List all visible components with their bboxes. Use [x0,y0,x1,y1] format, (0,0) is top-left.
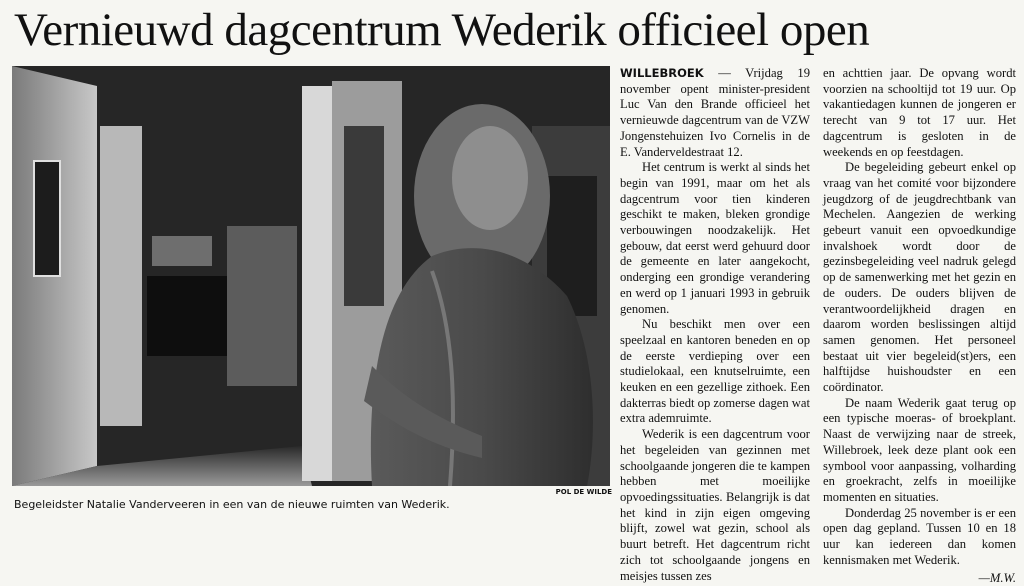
body-paragraph: Nu beschikt men over een speelzaal en kantoren beneden en op de eerste verdieping over een studielokaal, een knutselruimte, een keuken en een gezellige zithoek. Een dakterras biedt op zomerse dagen wat extra ademruimte. [620,317,810,427]
lead-paragraph [620,66,810,160]
author-signature: —M.W. [823,571,1016,586]
body-paragraph: Wederik is een dagcentrum voor het begeleiden van gezinnen met schoolgaande jongeren die te kampen hebben met moeilijke opvoedingssituaties. Belangrijk is dat het kind in zijn eigen omgeving blijft, zowel wat gezin, school als buurt betreft. Het dagcentrum richt zich tot schoolgaande jongens en meisjes tussen zes [620,427,810,584]
news-photo [12,66,610,486]
article-column-1 [620,66,810,584]
body-paragraph: Donderdag 25 november is er een open dag gepland. Tussen 10 en 18 uur kan iedereen dan komen kennismaken met Wederik. [823,506,1016,569]
body-paragraph: en achttien jaar. De opvang wordt voorzien na schooltijd tot 19 uur. Op vakantiedagen kunnen de jongeren er terecht van 9 tot 17 uur. Het dagcentrum is gesloten in de weekends en op feestdagen. [823,66,1016,160]
body-paragraph: De naam Wederik gaat terug op een typische moeras- of broekplant. Naast de verwijzing naar de streek, Willebroek, leek deze plant ook een symbool voor aanpassing, volharding en groekracht, zelfs in moeilijke momenten en situaties. [823,396,1016,506]
body-paragraph: De begeleiding gebeurt enkel op vraag van het comité voor bijzondere jeugdzorg of de jeugdrechtbank van Mechelen. Aangezien de werking gebeurt vanuit een opvoedkundige invalshoek wordt door de gezinsbegeleiding veel nadruk gelegd op de samenwerking met het gezin en de ouders. De ouders blijven de verantwoordelijkheid dragen en daarom worden beslissingen altijd samen genomen. Het personeel bestaat uit vier begeleid(st)ers, een halftijdse huishoudster en een coördinator. [823,160,1016,396]
lead-text: Vrijdag 19 november opent minister-president Luc Van den Brande officieel het vernieuwde dagcentrum van de VZW Jongenstehuizen Ivo Cornelis in de E. Vanderveldestraat 12. [620,66,810,159]
photo-caption: Begeleidster Natalie Vanderveeren in een van de nieuwe ruimten van Wederik. [14,498,604,511]
photo-credit: POL DE WILDE [552,488,612,496]
dateline: WILLEBROEK [620,66,704,80]
headline: Vernieuwd dagcentrum Wederik officieel open [14,2,1014,58]
body-paragraph: Het centrum is werkt al sinds het begin van 1991, maar om het als dagcentrum voor tien kinderen geschikt te maken, bleken grondige verbouwingen noodzakelijk. Het gebouw, dat eerst werd gehuurd door de gemeente en later aangekocht, onderging een grondige verandering en werd op 1 januari 1993 in gebruik genomen. [620,160,810,317]
lead-dash: — [704,66,745,80]
article-column-2 [823,66,1016,586]
